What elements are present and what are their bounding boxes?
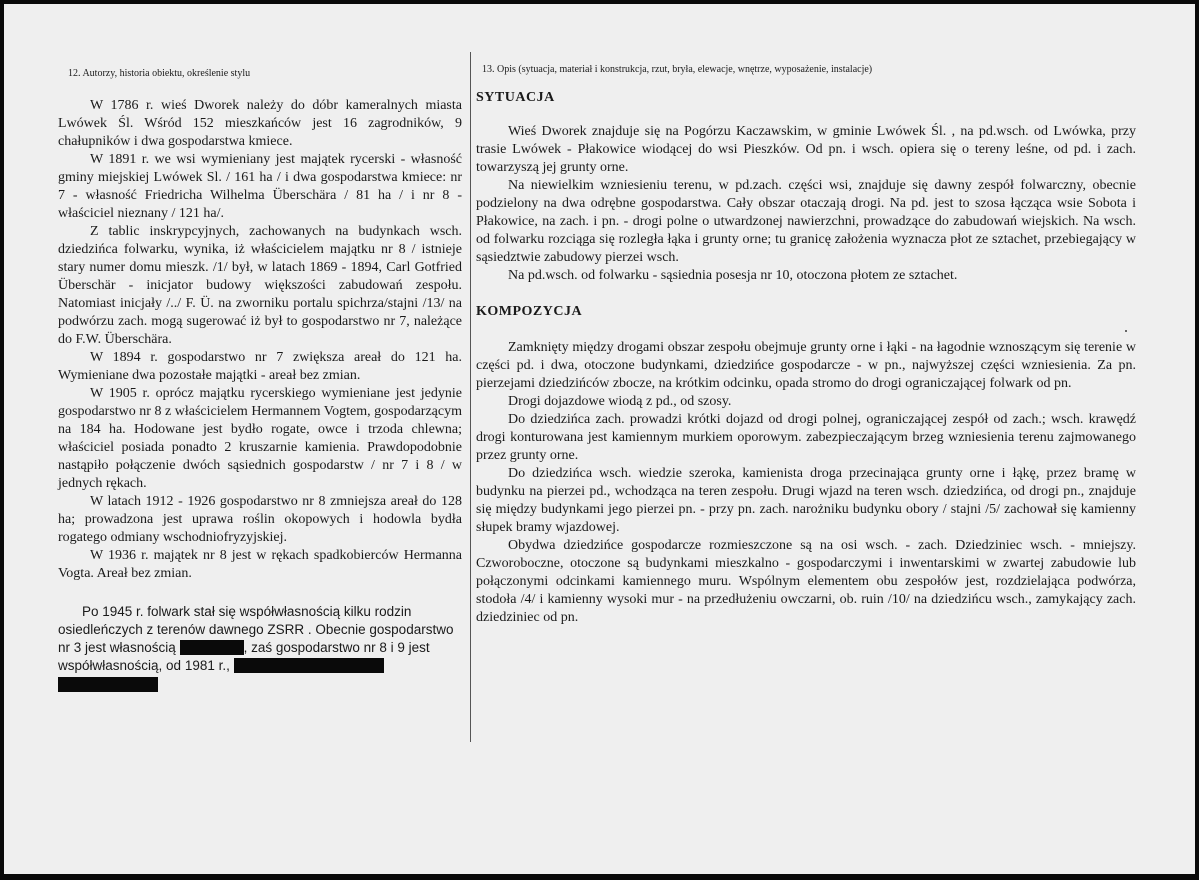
sytuacja-paragraph: Na niewielkim wzniesieniu terenu, w pd.zach. części wsi, znajduje się dawny zespół folwarczny, obecnie podzielony na dwa odrębne gospodarstwa. Cały obszar otaczają drogi. Na pd. jest to szosa łącząca wsie Sobota i Płakowice, na zach. i pn. - drogi polne o utwardzonej nawierzchni, prowadzące do zabudowań wiejskich. Na wsch. od folwarku rozciąga się rozległa łąka i grunty orne; tu granicę założenia wyznacza płot ze sztachet, przebiegający w sąsiedztwie zabudowy pierzei wsch. [476,178,1136,265]
history-paragraph: W 1786 r. wieś Dworek należy do dóbr kameralnych miasta Lwówek Śl. Wśród 152 mieszkańców jest 16 zagrodników, 9 chałupników i dwa gospodarstwa kmiece. [58,98,462,149]
scan-speck [1125,330,1127,332]
kompozycja-paragraph: Obydwa dziedzińce gospodarcze rozmieszczone są na osi wsch. - zach. Dziedziniec wsch. - mniejszy. Czworoboczne, otoczone są budynkami mieszkalno - gospodarczymi i inwentarskimi w zwartej zabudowie lub połączonymi odcinkami kamiennego muru. Wspólnym elementem obu zespołów jest, rozdzielająca podwórza, stodoła /4/ i kamienny wysoki mur - na przedłużeniu owczarni, ob. ruin /10/ na dziedzińcu wsch., zamykający zach. dziedziniec od pn. [476,538,1136,625]
redaction-box [180,640,244,655]
right-column [476,64,1136,627]
history-paragraph: W 1936 r. majątek nr 8 jest w rękach spadkobierców Hermanna Vogta. Areał bez zmian. [58,548,462,581]
history-paragraph: W 1894 r. gospodarstwo nr 7 zwiększa areał do 121 ha. Wymieniane dwa pozostałe majątki - areał bez zmian. [58,350,462,383]
history-text [58,97,462,583]
sytuacja-paragraph: Na pd.wsch. od folwarku - sąsiednia posesja nr 10, otoczona płotem ze sztachet. [508,268,958,283]
sytuacja-paragraph: Wieś Dworek znajduje się na Pogórzu Kaczawskim, w gminie Lwówek Śl. , na pd.wsch. od Lwówka, przy trasie Lwówek - Płakowice wiodącej do wsi Pieszków. Od pn. i wsch. opiera się o tereny leśne, od pd. i zach. towarzyszą jej grunty orne. [476,124,1136,175]
left-column-header: 12. Autorzy, historia obiektu, określenie stylu [68,68,251,79]
left-column [58,68,462,692]
right-column-header: 13. Opis (sytuacja, materiał i konstrukcja, rzut, bryła, elewacje, wnętrze, wyposażenie, instalacje) [482,64,873,75]
kompozycja-paragraph: Zamknięty między drogami obszar zespołu obejmuje grunty orne i łąki - na łagodnie wznoszącym się terenie w części pd. i dwa, otoczone budynkami, dziedzińce gospodarcze - w pn., najwyższej części wzniesienia. Za pn. pierzejami dziedzińców zbocze, na krótkim odcinku, opada stromo do drogi ograniczającej folwark od pn. [476,340,1136,391]
document-page [4,4,1195,874]
kompozycja-heading: KOMPOZYCJA [476,304,583,319]
column-divider [470,52,471,742]
sytuacja-heading: SYTUACJA [476,90,555,105]
kompozycja-paragraph: Do dziedzińca wsch. wiedzie szeroka, kamienista droga przecinająca grunty orne i łąkę, przez bramę w budynku na pierzei pd., wchodząca na teren zespołu. Drugi wjazd na teren wsch. dziedzińca, od drogi pn., znajduje się między budynkami jego pierzei pn. - przy pn. zach. narożniku budynku obory / stajni /5/ zachował się kamienny słupek bramy wjazdowej. [476,466,1136,535]
redaction-box [234,658,384,673]
redaction-box [58,677,158,692]
ownership-paragraph [58,603,462,692]
sytuacja-text [476,123,1136,285]
history-paragraph: W 1905 r. oprócz majątku rycerskiego wymieniane jest jedynie gospodarstwo nr 8 z właścicielem Hermannem Vogtem, gospodarzącym na 184 ha. Hodowane jest bydło rogate, owce i trzoda chlewna; właściciel posiada ponadto 2 kruszarnie kamienia. Prawdopodobnie nastąpiło połączenie dwóch sąsiednich gospodarstw / nr 7 i 8 / w jednych rękach. [58,386,462,491]
kompozycja-paragraph: Do dziedzińca zach. prowadzi krótki dojazd od drogi polnej, ograniczającej zespół od zach.; wsch. krawędź drogi konturowana jest kamiennym murkiem oporowym. zabezpieczającym brzeg wzniesienia terenu zajmowanego przez grunty orne. [476,412,1136,463]
kompozycja-text [476,339,1136,627]
kompozycja-section [476,303,1136,627]
kompozycja-paragraph: Drogi dojazdowe wiodą z pd., od szosy. [508,394,732,409]
history-paragraph: W latach 1912 - 1926 gospodarstwo nr 8 zmniejsza areał do 128 ha; prowadzona jest uprawa roślin okopowych i hodowla bydła rogatego odmiany wschodniofryzyjskiej. [58,494,462,545]
history-paragraph: W 1891 r. we wsi wymieniany jest majątek rycerski - własność gminy miejskiej Lwówek Sl. / 161 ha / i dwa gospodarstwa kmiece: nr 7 - własność Friedricha Wilhelma Überschära / 81 ha / i nr 8 - właściciel nieznany / 121 ha/. [58,152,462,221]
history-paragraph: Z tablic inskrypcyjnych, zachowanych na budynkach wsch. dziedzińca folwarku, wynika, iż właścicielem majątku nr 8 / istnieje stary numer domu mieszk. /1/ był, w latach 1869 - 1894, Carl Gotfried Überschär - inicjator budowy większości zabudowań zespołu. Natomiast inicjały /../ F. Ü. na zworniku portalu spichrza/stajni /13/ na podwórzu zach. mogą sugerować iż był to gospodarstwo nr 7, należące do F.W. Überschära. [58,224,462,347]
ownership-text-a: Po 1945 r. folwark stał się współwłasnością kilku rodzin osiedleńczych z terenów dawnego ZSRR . Obecnie gospodarstwo nr 3 jest własnością [58,604,454,655]
ownership-text-b: , zaś gospodarstwo nr 8 i 9 jest współwłasnością, od 1981 r., [58,640,430,673]
sytuacja-section [476,89,1136,285]
